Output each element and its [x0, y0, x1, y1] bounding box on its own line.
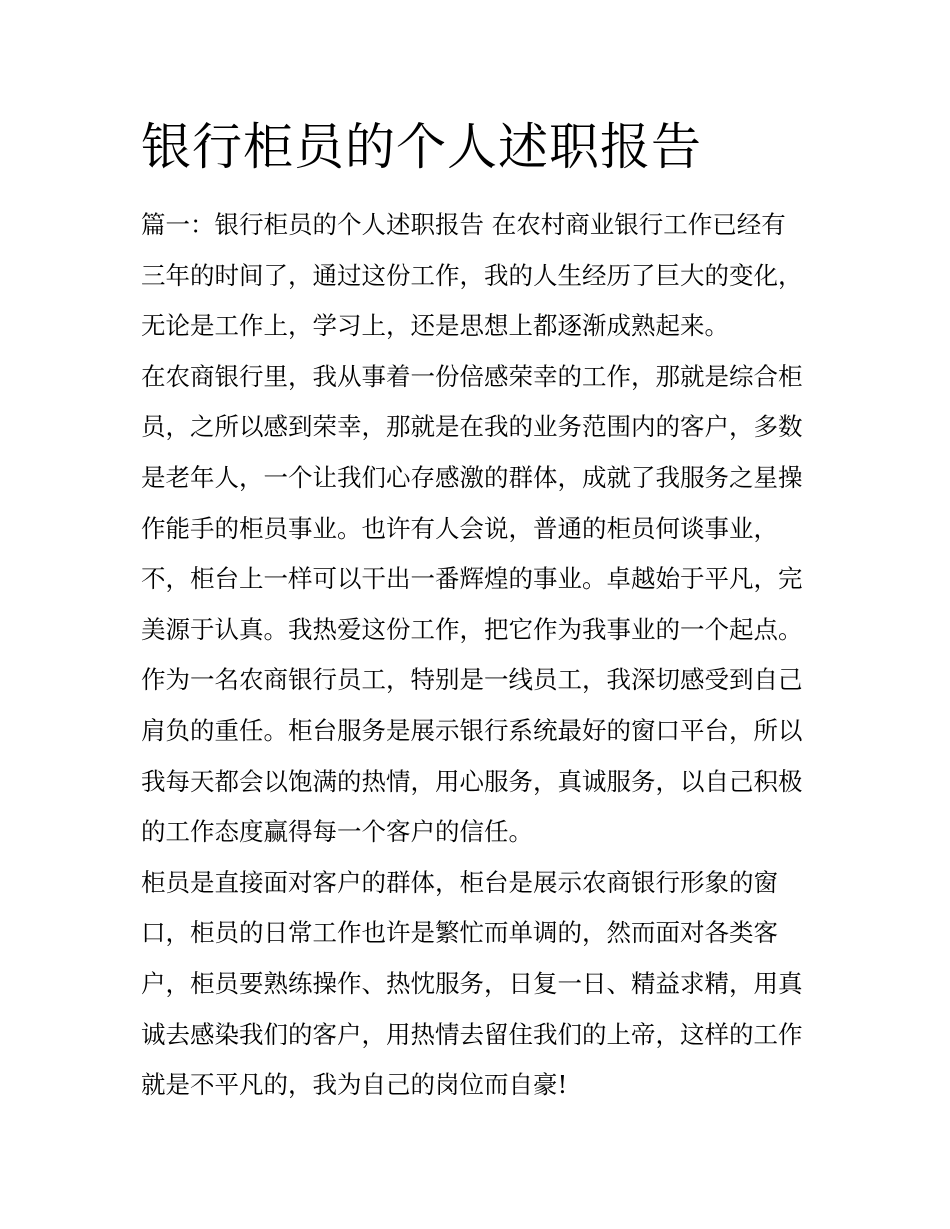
body-line: 在农商银行里，我从事着一份倍感荣幸的工作，那就是综合柜	[141, 361, 803, 391]
document-body	[141, 200, 821, 1111]
body-line: 员，之所以感到荣幸，那就是在我的业务范围内的客户，多数	[141, 412, 803, 442]
body-line: 美源于认真。我热爱这份工作，把它作为我事业的一个起点。	[141, 614, 803, 644]
body-line: 的工作态度赢得每一个客户的信任。	[141, 817, 533, 847]
body-line: 作能手的柜员事业。也许有人会说，普通的柜员何谈事业，	[141, 513, 778, 543]
body-line: 不，柜台上一样可以干出一番辉煌的事业。卓越始于平凡，完	[141, 564, 803, 594]
document-title: 银行柜员的个人述职报告	[141, 118, 702, 176]
body-line: 篇一：银行柜员的个人述职报告 在农村商业银行工作已经有	[141, 210, 786, 239]
body-line: 是老年人，一个让我们心存感激的群体，成就了我服务之星操	[141, 462, 803, 492]
body-line: 柜员是直接面对客户的群体，柜台是展示农商银行形象的窗	[141, 867, 778, 897]
body-line: 三年的时间了，通过这份工作，我的人生经历了巨大的变化，	[141, 260, 803, 290]
body-line: 诚去感染我们的客户，用热情去留住我们的上帝，这样的工作	[141, 1019, 803, 1049]
body-line: 作为一名农商银行员工，特别是一线员工，我深切感受到自己	[141, 665, 803, 695]
body-line: 口，柜员的日常工作也许是繁忙而单调的，然而面对各类客	[141, 918, 778, 948]
body-line: 肩负的重任。柜台服务是展示银行系统最好的窗口平台，所以	[141, 715, 803, 745]
body-line: 户，柜员要熟练操作、热忱服务，日复一日、精益求精，用真	[141, 968, 803, 998]
body-line: 就是不平凡的，我为自己的岗位而自豪!	[141, 1070, 568, 1100]
body-line: 我每天都会以饱满的热情，用心服务，真诚服务，以自己积极	[141, 766, 803, 796]
body-line: 无论是工作上，学习上，还是思想上都逐渐成熟起来。	[141, 311, 729, 341]
